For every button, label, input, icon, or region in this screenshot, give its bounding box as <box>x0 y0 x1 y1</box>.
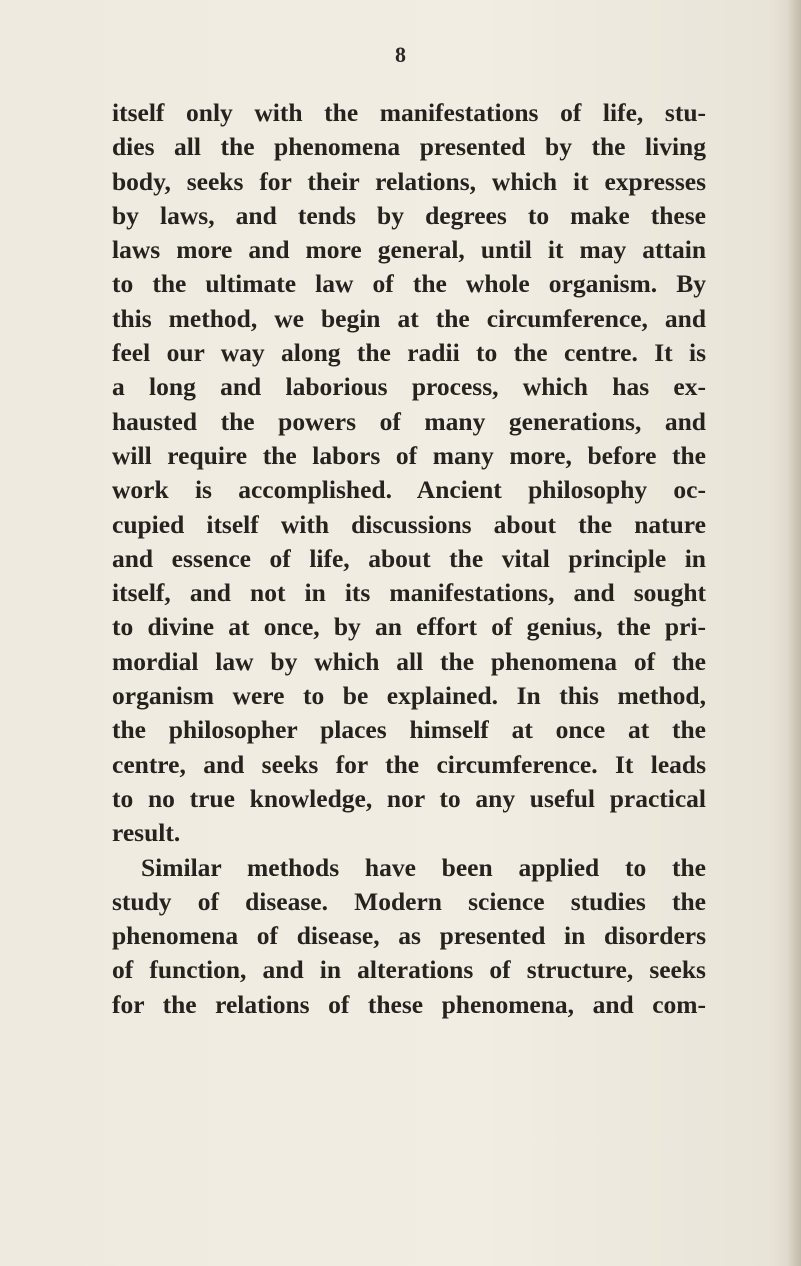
text-line: to divine at once, by an effort of genius, the pri- <box>112 612 706 642</box>
text-line: result. <box>112 818 181 848</box>
text-line: by laws, and tends by degrees to make these <box>112 200 706 230</box>
page-number: 8 <box>395 42 406 67</box>
text-line: to the ultimate law of the whole organism. By <box>112 269 706 299</box>
text-line: to no true knowledge, nor to any useful practical <box>112 783 706 813</box>
text-line: Similar methods have been applied to the <box>141 852 706 882</box>
text-line: for the relations of these phenomena, and com- <box>112 989 706 1019</box>
text-line: laws more and more general, until it may attain <box>112 235 706 265</box>
text-line: cupied itself with discussions about the nature <box>112 509 706 539</box>
text-line: study of disease. Modern science studies the <box>112 886 706 916</box>
text-line: itself only with the manifestations of life, stu- <box>112 98 706 127</box>
text-line: body, seeks for their relations, which it expresses <box>112 166 706 196</box>
text-line: of function, and in alterations of structure, seeks <box>112 955 706 985</box>
page-edge-shadow <box>787 0 801 1266</box>
text-line: the philosopher places himself at once at the <box>112 715 706 745</box>
text-line: organism were to be explained. In this method, <box>112 681 706 711</box>
text-line: work is accomplished. Ancient philosophy oc- <box>112 475 706 505</box>
text-line: a long and laborious process, which has ex- <box>112 372 706 402</box>
text-line: mordial law by which all the phenomena of the <box>112 646 706 676</box>
text-line: will require the labors of many more, before the <box>112 440 706 470</box>
text-line: centre, and seeks for the circumference. It leads <box>112 749 706 779</box>
text-line: dies all the phenomena presented by the living <box>112 132 706 162</box>
text-line: phenomena of disease, as presented in disorders <box>112 921 706 951</box>
text-line: this method, we begin at the circumference, and <box>112 303 706 333</box>
text-line: itself, and not in its manifestations, and sought <box>112 578 706 608</box>
body-text <box>112 96 706 1022</box>
text-line: hausted the powers of many generations, and <box>112 406 706 436</box>
text-line: feel our way along the radii to the centre. It is <box>112 338 706 368</box>
text-line: and essence of life, about the vital principle in <box>112 543 706 573</box>
